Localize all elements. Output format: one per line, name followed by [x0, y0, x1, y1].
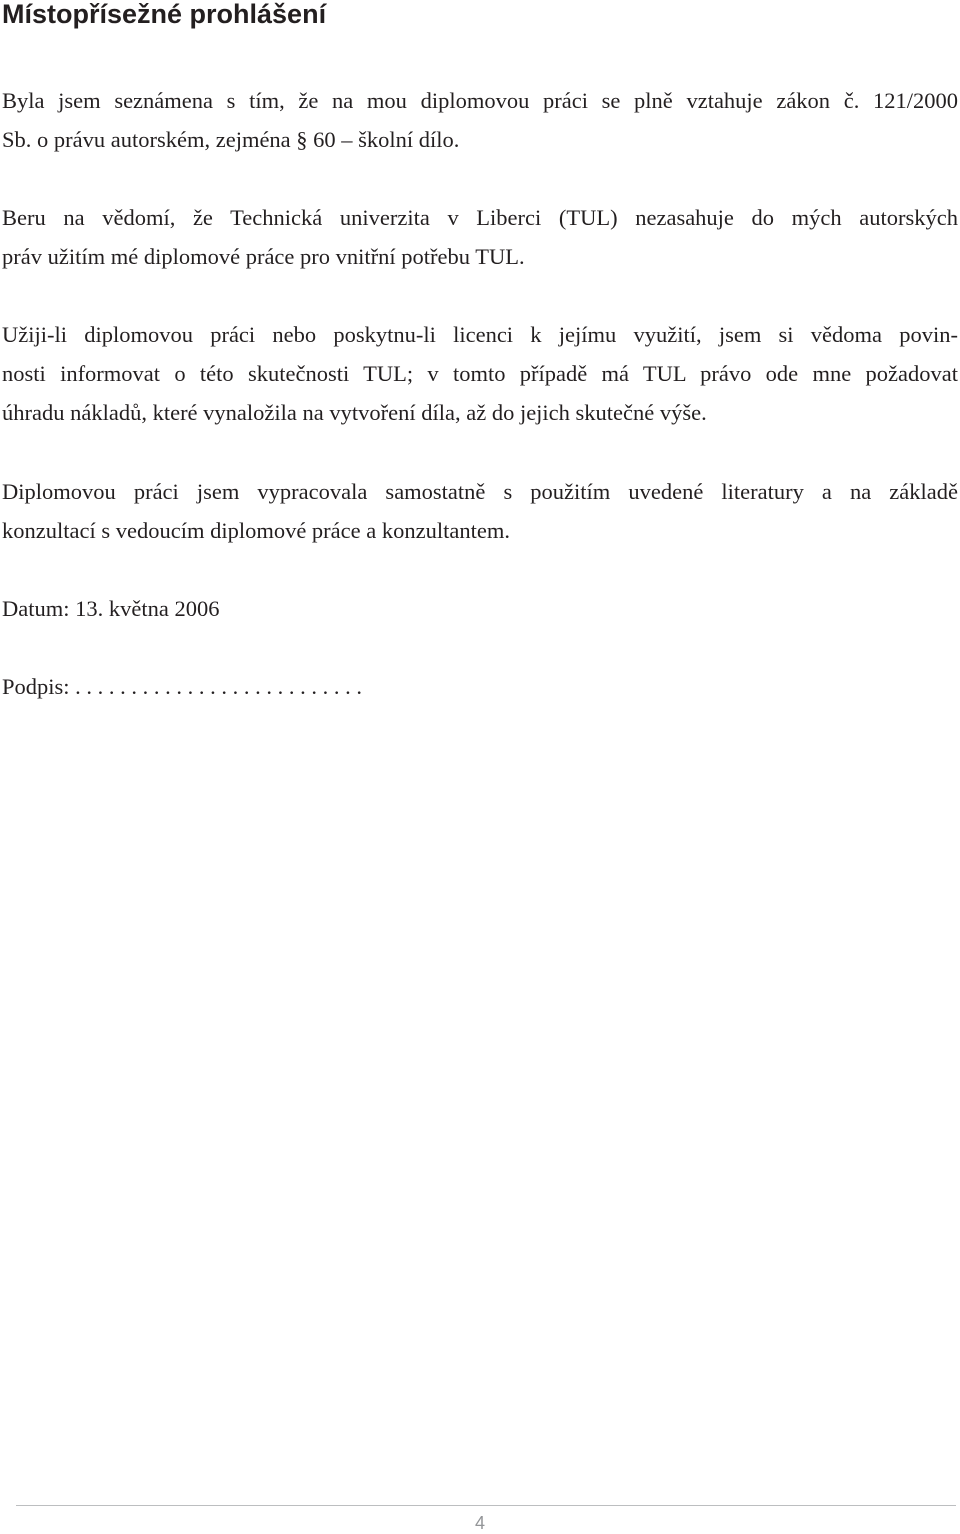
paragraph-line: Diplomovou práci jsem vypracovala samostatně s použitím uvedené literatury a na základě	[2, 479, 958, 504]
page-number: 4	[474, 1513, 485, 1533]
page-title: Místopřísežné prohlášení	[2, 0, 327, 29]
paragraph-line: Beru na vědomí, že Technická univerzita v Liberci (TUL) nezasahuje do mých autorských	[2, 205, 958, 230]
date-text: Datum: 13. května 2006	[2, 596, 220, 621]
paragraph-line: úhradu nákladů, které vynaložila na vytvoření díla, až do jejich skutečné výše.	[2, 400, 707, 425]
paragraph-copyright-law	[2, 81, 958, 159]
paragraph-line: Byla jsem seznámena s tím, že na mou diplomovou práci se plně vztahuje zákon č. 121/2000	[2, 88, 958, 113]
paragraph-line: Sb. o právu autorském, zejména § 60 – školní dílo.	[2, 127, 460, 152]
footer-divider	[16, 1505, 956, 1506]
paragraph-line: práv užitím mé diplomové práce pro vnitřní potřebu TUL.	[2, 244, 525, 269]
paragraph-line: konzultací s vedoucím diplomové práce a konzultantem.	[2, 518, 510, 543]
paragraph-university-rights	[2, 198, 958, 276]
paragraph-license-obligation	[2, 315, 958, 432]
signature-text: Podpis: . . . . . . . . . . . . . . . . . . . . . . . . . .	[2, 674, 363, 699]
signature-line	[2, 667, 958, 706]
paragraph-line: nosti informovat o této skutečnosti TUL; v tomto případě má TUL právo ode mne požadovat	[2, 361, 958, 386]
date-line	[2, 589, 958, 628]
paragraph-independent-work	[2, 472, 958, 550]
paragraph-line: Užiji-li diplomovou práci nebo poskytnu-li licenci k jejímu využití, jsem si vědoma povin-	[2, 322, 958, 347]
